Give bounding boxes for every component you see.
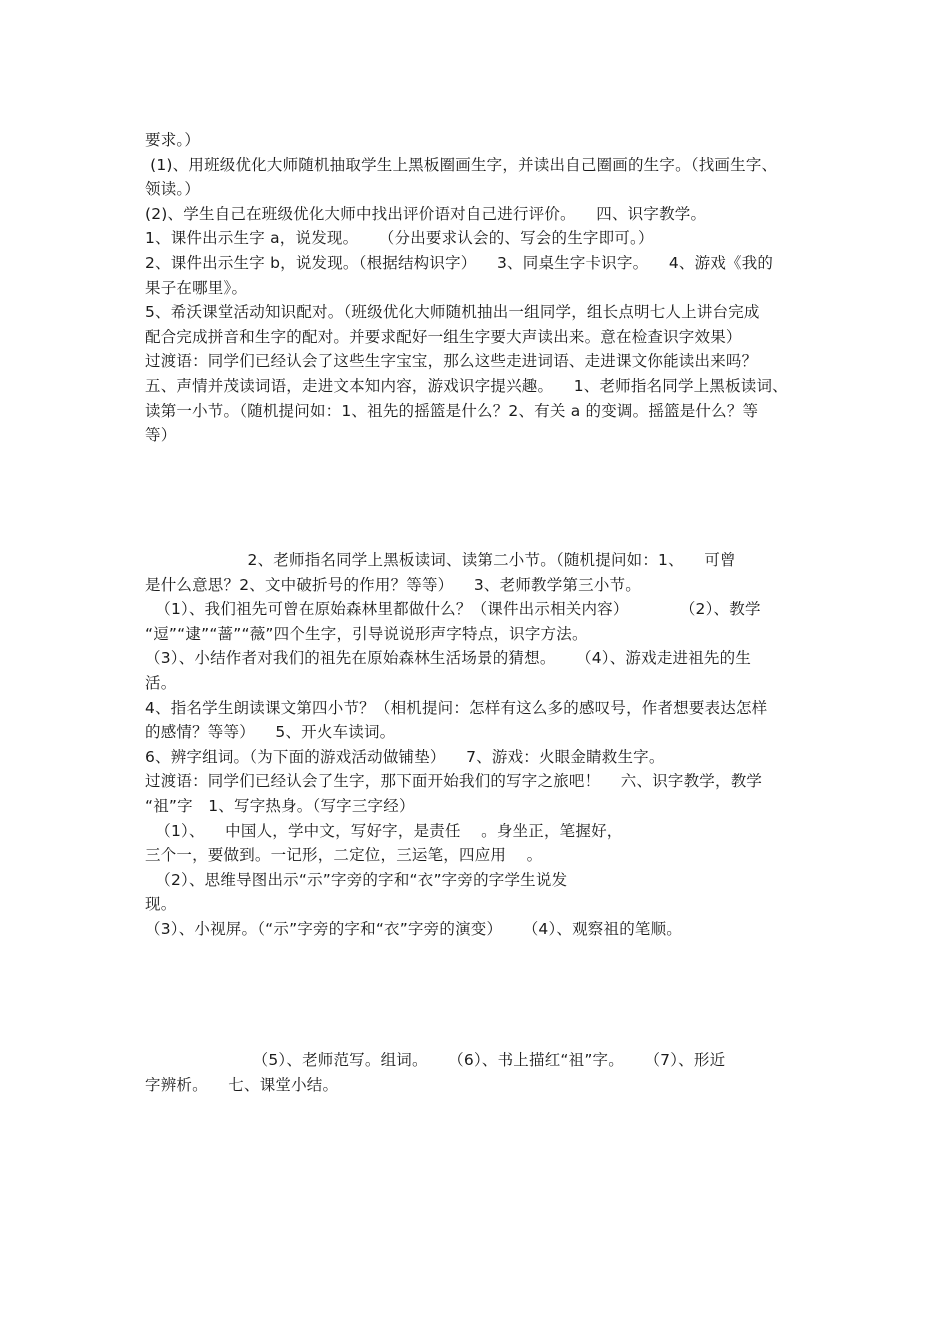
text-line: 1、课件出示生字 a，说发现。 （分出要求认会的、写会的生字即可。） xyxy=(145,229,654,248)
text-line: 过渡语：同学们已经认会了生字，那下面开始我们的写字之旅吧！ 六、识字教学，教学 xyxy=(145,772,763,791)
text-line: (2)、学生自己在班级优化大师中找出评价语对自己进行评价。 四、识字教学。 xyxy=(145,204,707,223)
text-block-2 xyxy=(145,548,810,942)
text-line: 的感情？等等） 5、开火车读词。 xyxy=(145,723,396,742)
text-line: 活。 xyxy=(145,673,177,692)
text-line: 6、辨字组词。（为下面的游戏活动做铺垫） 7、游戏：火眼金睛救生字。 xyxy=(145,747,665,766)
text-line: 字辨析。 七、课堂小结。 xyxy=(145,1075,339,1094)
text-line: （1）、 中国人，学中文，写好字，是责任 。身坐正，笔握好， xyxy=(145,821,623,840)
text-line: 是什么意思？2、文中破折号的作用？等等） 3、老师教学第三小节。 xyxy=(145,575,641,594)
text-line: 配合完成拼音和生字的配对。并要求配好一组生字要大声读出来。意在检查识字效果） xyxy=(145,327,742,346)
text-line: 等） xyxy=(145,426,177,445)
text-line: （3）、小结作者对我们的祖先在原始森林生活场景的猜想。 （4）、游戏走进祖先的生 xyxy=(145,649,752,668)
text-line: 4、指名学生朗读课文第四小节？（相机提问：怎样有这么多的感叹号，作者想要表达怎样 xyxy=(145,698,768,717)
text-line: 2、老师指名同学上黑板读词、读第二小节。（随机提问如：1、 可曾 xyxy=(145,551,736,569)
text-line: 果子在哪里》。 xyxy=(145,278,248,297)
text-line: 三个一，要做到。一记形，二定位，三运笔，四应用 。 xyxy=(145,846,543,865)
text-block-1 xyxy=(145,128,810,448)
text-line: （1）、我们祖先可曾在原始森林里都做什么？（课件出示相关内容） （2）、教学 xyxy=(145,600,761,619)
text-line: 过渡语：同学们已经认会了这些生字宝宝，那么这些走进词语、走进课文你能读出来吗？ xyxy=(145,352,758,371)
text-line: （3）、小视屏。（“示”字旁的字和“衣”字旁的演变） （4）、观察祖的笔顺。 xyxy=(145,919,683,938)
text-line: 现。 xyxy=(145,895,177,914)
text-line: 2、课件出示生字 b，说发现。（根据结构识字） 3、同桌生字卡识字。 4、游戏《我的 xyxy=(145,253,774,272)
text-line: “祖”字 1、写字热身。（写字三字经） xyxy=(145,796,415,815)
text-line: 5、希沃课堂活动知识配对。（班级优化大师随机抽出一组同学，组长点明七人上讲台完成 xyxy=(145,303,760,322)
text-line: 五、声情并茂读词语，走进文本知内容，游戏识字提兴趣。 1、老师指名同学上黑板读词、 xyxy=(145,376,788,395)
text-line: （2）、思维导图出示“示”字旁的字和“衣”字旁的字学生说发 xyxy=(145,870,568,889)
text-line: 读第一小节。（随机提问如：1、祖先的摇篮是什么？2、有关 a 的变调。摇篮是什么？等 xyxy=(145,401,759,420)
text-line: “逗”“逮”“蔷”“薇”四个生字，引导说说形声字特点，识字方法。 xyxy=(145,624,588,643)
text-line: 领读。） xyxy=(145,180,201,199)
text-line: （5）、老师范写。组词。 （6）、书上描红“祖”字。 （7）、形近 xyxy=(145,1051,726,1069)
text-line: 要求。） xyxy=(145,131,201,149)
text-line: (1)、用班级优化大师随机抽取学生上黑板圈画生字，并读出自己圈画的生字。（找画生字、 xyxy=(145,155,778,174)
text-block-3 xyxy=(145,1048,810,1097)
